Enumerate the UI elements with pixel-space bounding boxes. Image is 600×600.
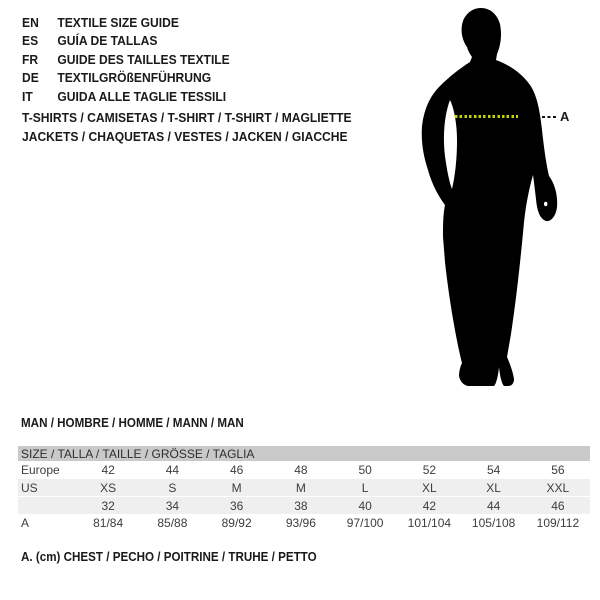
- cell: XS: [76, 478, 140, 496]
- cell: 89/92: [221, 515, 252, 530]
- cell: 42: [397, 496, 461, 514]
- cell: 52: [422, 462, 437, 477]
- language-code: FR: [22, 51, 39, 67]
- cell: 93/96: [285, 515, 316, 530]
- cell: S: [140, 478, 204, 496]
- cell: XXL: [526, 478, 590, 496]
- language-label: TEXTILE SIZE GUIDE: [57, 15, 179, 30]
- cell: 40: [333, 496, 397, 514]
- garment-line-jackets: JACKETS / CHAQUETAS / VESTES / JACKEN / GIACCHE: [22, 128, 348, 144]
- cell: 109/112: [536, 515, 580, 530]
- cell: 44: [462, 496, 526, 514]
- cell: 38: [269, 496, 333, 514]
- cell: 46: [526, 496, 590, 514]
- cell: 36: [205, 496, 269, 514]
- cell: 50: [358, 462, 372, 477]
- language-code: DE: [22, 70, 39, 86]
- cell: 97/100: [346, 515, 384, 530]
- row-label: US: [18, 478, 76, 496]
- language-label: GUIDE DES TAILLES TEXTILE: [57, 51, 230, 67]
- measure-leader-line: [542, 116, 559, 118]
- cell: M: [205, 478, 269, 496]
- language-label: TEXTILGRÖßENFÜHRUNG: [57, 70, 212, 86]
- language-label: GUÍA DE TALLAS: [57, 33, 158, 49]
- cell: XL: [462, 478, 526, 496]
- cell: 46: [229, 462, 244, 477]
- chest-measure-line: [455, 115, 518, 118]
- cell: 32: [76, 496, 140, 514]
- cell: 42: [101, 462, 115, 477]
- language-code: IT: [22, 88, 33, 104]
- row-label: Europe: [21, 462, 60, 477]
- garment-line-tshirts: T-SHIRTS / CAMISETAS / T-SHIRT / T-SHIRT / MAGLIETTE: [22, 110, 352, 125]
- section-title-man: MAN / HOMBRE / HOMME / MANN / MAN: [21, 416, 244, 430]
- cell: M: [269, 478, 333, 496]
- table-header-label: SIZE / TALLA / TAILLE / GRÖSSE / TAGLIA: [18, 446, 590, 461]
- row-label: A: [21, 515, 30, 530]
- cell: 81/84: [93, 515, 124, 530]
- cell: 48: [294, 462, 308, 477]
- cell: XL: [397, 478, 461, 496]
- cell: 56: [551, 462, 565, 477]
- measurement-footnote: A. (cm) CHEST / PECHO / POITRINE / TRUHE / PETTO: [21, 550, 317, 564]
- cell: 105/108: [471, 515, 516, 530]
- language-code: EN: [22, 15, 39, 30]
- measurement-marker-a: A: [560, 109, 570, 124]
- cell: L: [333, 478, 397, 496]
- cell: 44: [165, 462, 180, 477]
- language-code: ES: [22, 33, 39, 49]
- language-label: GUIDA ALLE TAGLIE TESSILI: [57, 88, 227, 104]
- cell: 34: [140, 496, 204, 514]
- cell: 85/88: [157, 515, 188, 530]
- cell: 101/104: [407, 515, 452, 530]
- cell: 54: [486, 462, 501, 477]
